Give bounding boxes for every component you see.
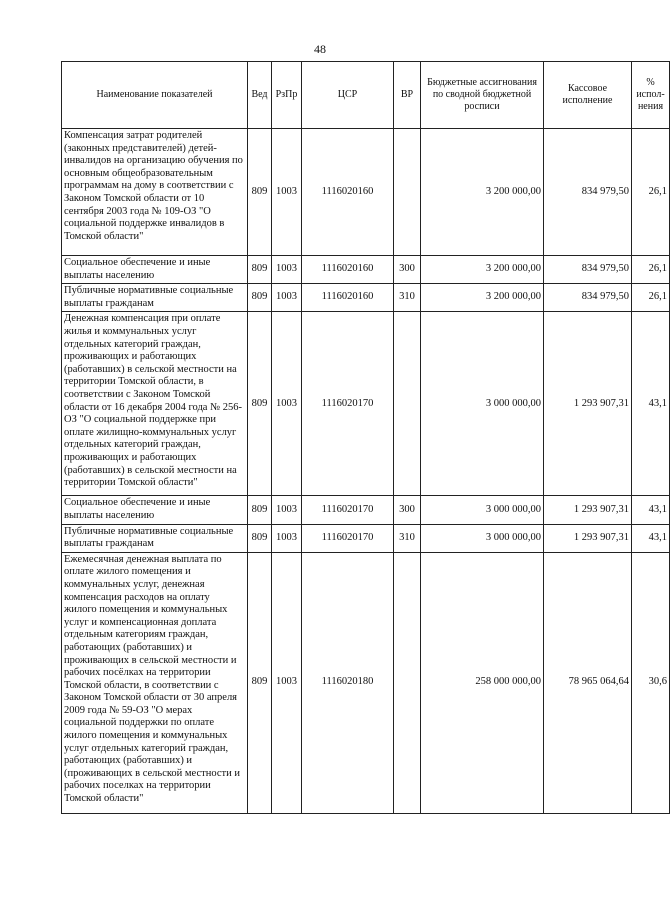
- row-budget: 3 200 000,00: [421, 256, 544, 284]
- row-vr: 310: [394, 284, 421, 312]
- row-percent: 26,1: [632, 129, 670, 256]
- row-percent: 30,6: [632, 552, 670, 813]
- row-csr: 1116020170: [302, 312, 394, 496]
- row-ved: 809: [248, 284, 272, 312]
- row-budget: 3 000 000,00: [421, 524, 544, 552]
- row-name: Публичные нормативные социальные выплаты гражданам: [62, 284, 248, 312]
- row-percent: 26,1: [632, 284, 670, 312]
- header-vr: ВР: [394, 62, 421, 129]
- row-csr: 1116020170: [302, 496, 394, 524]
- row-csr: 1116020160: [302, 284, 394, 312]
- row-budget: 3 200 000,00: [421, 284, 544, 312]
- row-ved: 809: [248, 552, 272, 813]
- row-name: Социальное обеспечение и иные выплаты населению: [62, 496, 248, 524]
- table-row: [62, 524, 670, 552]
- table-row: [62, 496, 670, 524]
- header-ved: Вед: [248, 62, 272, 129]
- row-rzpr: 1003: [272, 524, 302, 552]
- table-row: [62, 129, 670, 256]
- row-percent: 26,1: [632, 256, 670, 284]
- row-rzpr: 1003: [272, 552, 302, 813]
- row-name: Ежемесячная денежная выплата по оплате жилого помещения и коммунальных услуг, денежная компенсация расходов на оплату жилого помещения и коммунальных услуг и компенсационная доплата отдельным категориям граждан, работающих (работавших) и проживающих в сельской местности и рабочих посёлках на территории Томской области, в соответствии с Законом Томской области от 30 апреля 2009 года № 59-ОЗ "О мерах социальной поддержки по оплате жилого помещения и коммунальных услуг отдельных категорий граждан, работающих (работавших) и (проживающих в сельской местности и рабочих поселках на территории Томской области": [62, 552, 248, 813]
- table-row: [62, 552, 670, 813]
- row-csr: 1116020180: [302, 552, 394, 813]
- budget-execution-table: [61, 61, 670, 814]
- row-rzpr: 1003: [272, 284, 302, 312]
- header-csr: ЦСР: [302, 62, 394, 129]
- row-ved: 809: [248, 524, 272, 552]
- row-percent: 43,1: [632, 524, 670, 552]
- row-ved: 809: [248, 312, 272, 496]
- row-cash: 1 293 907,31: [544, 496, 632, 524]
- row-percent: 43,1: [632, 312, 670, 496]
- row-ved: 809: [248, 496, 272, 524]
- header-budget: Бюджетные ассигнования по сводной бюджетной росписи: [421, 62, 544, 129]
- row-csr: 1116020170: [302, 524, 394, 552]
- table-row: [62, 312, 670, 496]
- row-cash: 834 979,50: [544, 129, 632, 256]
- row-budget: 258 000 000,00: [421, 552, 544, 813]
- row-name: Компенсация затрат родителей (законных представителей) детей-инвалидов на организацию обучения по основным общеобразовательным программам на дому в соответствии с Законом Томской области от 10 сентября 2003 года № 109-ОЗ "О социальной поддержке инвалидов в Томской области": [62, 129, 248, 256]
- table-header-row: [62, 62, 670, 129]
- row-rzpr: 1003: [272, 256, 302, 284]
- row-vr: 300: [394, 496, 421, 524]
- row-budget: 3 000 000,00: [421, 312, 544, 496]
- row-rzpr: 1003: [272, 129, 302, 256]
- header-name: Наименование показателей: [62, 62, 248, 129]
- header-percent: % испол-нения: [632, 62, 670, 129]
- row-ved: 809: [248, 256, 272, 284]
- header-rzpr: РзПр: [272, 62, 302, 129]
- row-ved: 809: [248, 129, 272, 256]
- row-budget: 3 000 000,00: [421, 496, 544, 524]
- row-rzpr: 1003: [272, 496, 302, 524]
- row-cash: 1 293 907,31: [544, 312, 632, 496]
- row-vr: [394, 312, 421, 496]
- table-row: [62, 256, 670, 284]
- row-cash: 78 965 064,64: [544, 552, 632, 813]
- page-number: 48: [314, 42, 326, 56]
- row-cash: 834 979,50: [544, 284, 632, 312]
- row-percent: 43,1: [632, 496, 670, 524]
- row-name: Социальное обеспечение и иные выплаты населению: [62, 256, 248, 284]
- row-rzpr: 1003: [272, 312, 302, 496]
- row-name: Публичные нормативные социальные выплаты гражданам: [62, 524, 248, 552]
- row-budget: 3 200 000,00: [421, 129, 544, 256]
- row-cash: 1 293 907,31: [544, 524, 632, 552]
- row-csr: 1116020160: [302, 129, 394, 256]
- row-vr: [394, 552, 421, 813]
- row-cash: 834 979,50: [544, 256, 632, 284]
- row-vr: [394, 129, 421, 256]
- row-csr: 1116020160: [302, 256, 394, 284]
- row-name: Денежная компенсация при оплате жилья и коммунальных услуг отдельных категорий граждан, проживающих и работающих (работавших) в сельской местности на территории Томской области, в соответствии с Законом Томской области от 16 декабря 2004 года № 256-ОЗ "О социальной поддержке при оплате жилищно-коммунальных услуг отдельных категорий граждан, проживающих и работающих (работавших) в сельской местности на территории Томской области": [62, 312, 248, 496]
- row-vr: 310: [394, 524, 421, 552]
- row-vr: 300: [394, 256, 421, 284]
- table-row: [62, 284, 670, 312]
- header-cash: Кассовое исполнение: [544, 62, 632, 129]
